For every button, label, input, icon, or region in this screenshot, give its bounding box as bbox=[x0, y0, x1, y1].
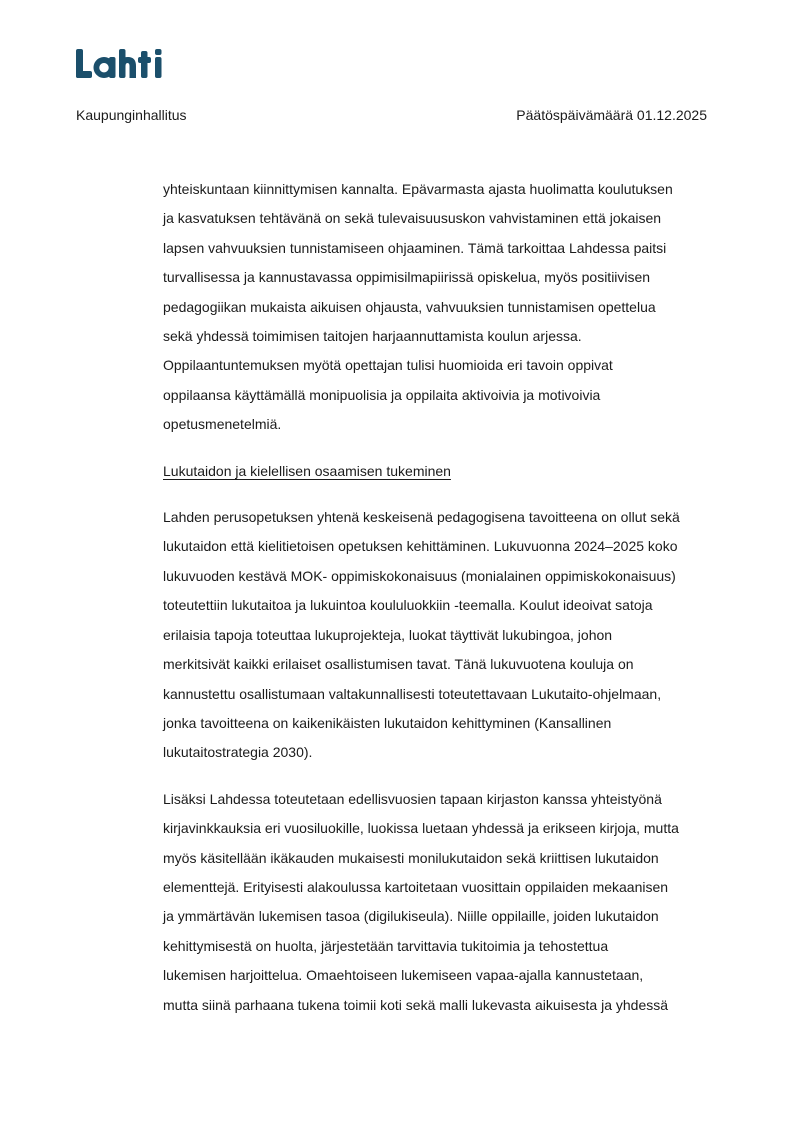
header-decision-date: Päätöspäivämäärä 01.12.2025 bbox=[516, 107, 707, 123]
document-body bbox=[163, 175, 723, 1037]
lahti-logo-mark bbox=[76, 46, 166, 80]
header-organization: Kaupunginhallitus bbox=[76, 107, 187, 123]
lahti-logo bbox=[76, 46, 166, 80]
section-heading: Lukutaidon ja kielellisen osaamisen tukeminen bbox=[163, 462, 451, 479]
body-paragraph-2: Lahden perusopetuksen yhtenä keskeisenä pedagogisena tavoitteena on ollut sekä lukutaidon että kielitietoisen opetuksen kehittäminen. Lukuvuonna 2024–2025 koko lukuvuoden kestävä MOK- oppimiskokonaisuus (monialainen oppimiskokonaisuus) toteutettiin lukutaitoa ja lukuintoa koululuokkiin -teemalla. Koulut ideoivat satoja erilaisia tapoja toteuttaa lukuprojekteja, luokat täyttivät lukubingoa, johon merkitsivät kaikki erilaiset osallistumisen tavat. Tänä lukuvuotena kouluja on kannustettu osallistumaan valtakunnallisesti toteutettavaan Lukutaito-ohjelmaan, jonka tavoitteena on kaikenikäisten lukutaidon kehittyminen (Kansallinen lukutaitostrategia 2030). bbox=[163, 509, 680, 761]
body-paragraph-3: Lisäksi Lahdessa toteutetaan edellisvuosien tapaan kirjaston kanssa yhteistyönä kirjavinkkauksia eri vuosiluokille, luokissa luetaan yhdessä ja erikseen kirjoja, mutta myös käsitellään ikäkauden mukaisesti monilukutaidon sekä kriittisen lukutaidon elementtejä. Erityisesti alakoulussa kartoitetaan vuosittain oppilaiden mekaanisen ja ymmärtävän lukemisen tasoa (digilukiseula). Niille oppilaille, joiden lukutaidon kehittymisestä on huolta, järjestetään tarvittavia tukitoimia ja tehostettua lukemisen harjoittelua. Omaehtoiseen lukemiseen vapaa-ajalla kannustetaan, mutta siinä parhaana tukena toimii koti sekä malli lukevasta aikuisesta ja yhdessä bbox=[163, 790, 679, 1013]
body-paragraph-1: yhteiskuntaan kiinnittymisen kannalta. Epävarmasta ajasta huolimatta koulutuksen ja kasvatuksen tehtävänä on sekä tulevaisuususkon vahvistaminen että jokaisen lapsen vahvuuksien tunnistamiseen ohjaaminen. Tämä tarkoittaa Lahdessa paitsi turvallisessa ja kannustavassa oppimisilmapiirissä opiskelua, myös positiivisen pedagogiikan mukaista aikuisen ohjausta, vahvuuksien tunnistamisen opettelua sekä yhdessä toimimisen taitojen harjaannuttamista koulun arjessa. Oppilaantuntemuksen myötä opettajan tulisi huomioida eri tavoin oppivat oppilaansa käyttämällä monipuolisia ja oppilaita aktivoivia ja motivoivia opetusmenetelmiä. bbox=[163, 181, 673, 433]
